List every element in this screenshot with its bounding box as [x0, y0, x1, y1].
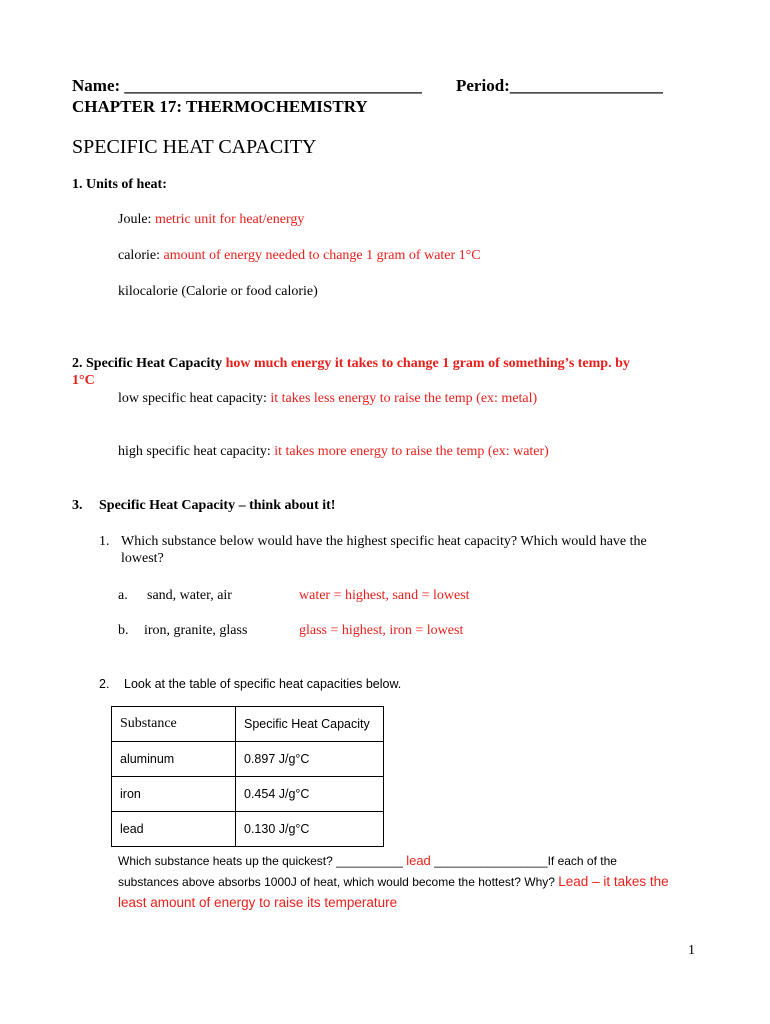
q3-sub1-question: Which substance below would have the highest specific heat capacity? Which would have the: [121, 534, 647, 549]
followup-question-cont: _________________If each of the: [430, 854, 617, 868]
page-number: 1: [688, 943, 695, 958]
specific-heat-table: [111, 706, 384, 847]
name-field-label: Name: ___________________________________: [72, 76, 422, 95]
q2-high-answer: it takes more energy to raise the temp (ex: water): [274, 444, 549, 459]
followup-answer: lead: [406, 853, 431, 868]
followup-line1: [118, 853, 617, 868]
q1-term: calorie:: [118, 248, 164, 263]
table-header-cell: Specific Heat Capacity: [236, 707, 384, 742]
chapter-title: CHAPTER 17: THERMOCHEMISTRY: [72, 97, 368, 116]
q3-number: 3.: [72, 498, 83, 513]
q2-low-label: low specific heat capacity:: [118, 391, 271, 406]
table-cell: aluminum: [112, 742, 236, 777]
q3-heading: Specific Heat Capacity – think about it!: [99, 498, 336, 513]
q3-sub2-number: 2.: [99, 677, 110, 691]
followup-answer2: Lead – it takes the: [558, 874, 669, 889]
option-letter: a.: [118, 588, 128, 603]
q1-term: Joule:: [118, 212, 155, 227]
q1-heading: 1. Units of heat:: [72, 177, 167, 192]
table-row: [112, 812, 384, 847]
table-row: [112, 777, 384, 812]
q2-heading: 2. Specific Heat Capacity: [72, 356, 226, 371]
q3-sub1-question-cont: lowest?: [121, 551, 164, 566]
q1-answer: metric unit for heat/energy: [154, 212, 305, 227]
table-row: [112, 742, 384, 777]
period-field-label: Period:__________________: [456, 76, 663, 95]
q2-answer: how much energy it takes to change 1 gram of something’s temp. by: [225, 356, 630, 371]
table-cell: lead: [112, 812, 236, 847]
followup-answer2-cont: least amount of energy to raise its temperature: [118, 895, 398, 910]
q3-sub1-number: 1.: [99, 534, 110, 549]
q1-item-joule: [118, 212, 304, 228]
table-cell: 0.897 J/g°C: [236, 742, 384, 777]
followup-question: Which substance heats up the quickest? __________: [118, 854, 407, 868]
option-text: iron, granite, glass: [144, 623, 248, 638]
followup-question2: substances above absorbs 1000J of heat, which would become the hottest? Why?: [118, 875, 559, 889]
table-cell: iron: [112, 777, 236, 812]
q2-line1: [72, 356, 630, 372]
option-answer: glass = highest, iron = lowest: [299, 623, 464, 638]
q1-item-kilocalorie: kilocalorie (Calorie or food calorie): [118, 284, 318, 299]
option-answer: water = highest, sand = lowest: [299, 588, 470, 603]
q2-answer-continued: 1°C: [72, 373, 95, 388]
table-cell: 0.454 J/g°C: [236, 777, 384, 812]
table-header-cell: Substance: [112, 707, 236, 742]
option-text: sand, water, air: [147, 588, 232, 603]
table-cell: 0.130 J/g°C: [236, 812, 384, 847]
page-title: SPECIFIC HEAT CAPACITY: [72, 136, 317, 158]
q3-sub2-text: Look at the table of specific heat capacities below.: [124, 677, 402, 691]
table-header-row: [112, 707, 384, 742]
followup-line2: [118, 874, 669, 889]
q1-item-calorie: [118, 248, 481, 264]
q2-low: [118, 391, 537, 407]
q2-high: [118, 444, 549, 460]
q2-high-label: high specific heat capacity:: [118, 444, 275, 459]
q1-answer: amount of energy needed to change 1 gram of water 1°C: [163, 248, 481, 263]
option-letter: b.: [118, 623, 129, 638]
q2-low-answer: it takes less energy to raise the temp (ex: metal): [270, 391, 538, 406]
